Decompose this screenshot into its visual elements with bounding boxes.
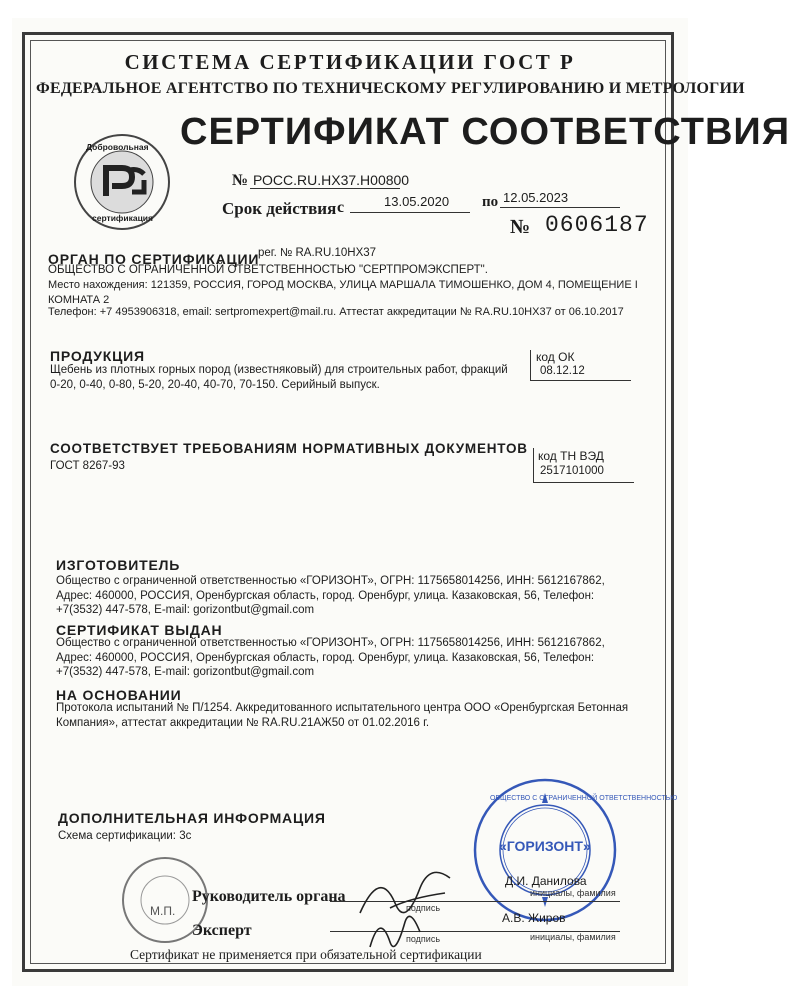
additional-heading: ДОПОЛНИТЕЛЬНАЯ ИНФОРМАЦИЯ: [58, 810, 326, 826]
okpd-code-label: код ОК: [536, 350, 575, 364]
validity-to-underline: [500, 207, 620, 208]
certificate-title: СЕРТИФИКАТ СООТВЕТСТВИЯ: [180, 111, 790, 153]
organ-line-3: КОМНАТА 2: [48, 294, 110, 306]
certification-scheme: Схема сертификации: 3с: [58, 830, 192, 842]
conformity-heading: СООТВЕТСТВУЕТ ТРЕБОВАНИЯМ НОРМАТИВНЫХ ДОКУМЕНТОВ: [50, 441, 528, 456]
validity-to-date: 12.05.2023: [503, 190, 569, 205]
head-name: Д.И. Данилова: [505, 874, 587, 888]
registration-underline: [250, 188, 400, 189]
head-sign-caption: подпись: [406, 903, 441, 913]
organ-line-1: ОБЩЕСТВО С ОГРАНИЧЕННОЙ ОТВЕТСТВЕННОСТЬЮ "СЕРТПРОМЭКСПЕРТ".: [48, 264, 488, 276]
product-heading: ПРОДУКЦИЯ: [50, 348, 145, 364]
logo-bottom-text: сертификация: [92, 213, 153, 223]
system-header: СИСТЕМА СЕРТИФИКАЦИИ ГОСТ Р: [124, 50, 576, 74]
okpd-code: 08.12.12: [540, 365, 585, 377]
validity-from-date: 13.05.2020: [384, 194, 450, 209]
validity-from-label: с: [337, 199, 345, 216]
logo-top-text: Добровольная: [86, 142, 149, 152]
validity-label: Срок действия: [222, 199, 337, 218]
expert-initials-caption: инициалы, фамилия: [530, 932, 616, 942]
agency-header: ФЕДЕРАЛЬНОЕ АГЕНТСТВО ПО ТЕХНИЧЕСКОМУ РЕГУЛИРОВАНИЮ И МЕТРОЛОГИИ: [36, 80, 745, 97]
conformity-standard: ГОСТ 8267-93: [50, 460, 125, 472]
tnved-code: 2517101000: [540, 465, 604, 477]
issued-text: Общество с ограниченной ответственностью «ГОРИЗОНТ», ОГРН: 1175658014256, ИНН: 5612167862, Адрес: 460000, РОССИЯ, Оренбургская область, город. Оренбург, улица. Казаковская, 56, Телефон: +7(3532) 447-578, E-mail: gorizontbut@gmail.com: [56, 637, 605, 678]
issued-heading: СЕРТИФИКАТ ВЫДАН: [56, 622, 223, 638]
serial-number: 0606187: [545, 212, 649, 238]
head-label: Руководитель органа: [192, 888, 346, 905]
head-initials-caption: инициалы, фамилия: [530, 888, 616, 898]
basis-text: Протокола испытаний № П/1254. Аккредитованного испытательного центра ООО «Оренбургская Бетонная Компания», аттестат аккредитации № RA.RU.21АЖ50 от 01.02.2016 г.: [56, 702, 629, 729]
manufacturer-heading: ИЗГОТОВИТЕЛЬ: [56, 557, 181, 573]
organ-line-4: Телефон: +7 4953906318, email: sertpromexpert@mail.ru. Аттестат аккредитации № RA.RU.10HX37 от 06.10.2017: [48, 306, 624, 318]
validity-to-label: по: [482, 194, 499, 210]
expert-sign-caption: подпись: [406, 934, 441, 944]
basis-heading: НА ОСНОВАНИИ: [56, 687, 182, 703]
manufacturer-text: Общество с ограниченной ответственностью «ГОРИЗОНТ», ОГРН: 1175658014256, ИНН: 5612167862, Адрес: 460000, РОССИЯ, Оренбургская область, город. Оренбург, улица. Казаковская, 56, Телефон: +7(3532) 447-578, E-mail: gorizontbut@gmail.com: [56, 575, 605, 616]
stamp-ring-text: ОБЩЕСТВО С ОГРАНИЧЕННОЙ ОТВЕТСТВЕННОСТЬЮ: [490, 795, 678, 802]
stamp-mp: М.П.: [150, 904, 176, 918]
registration-number: РОСС.RU.HX37.H00800: [253, 172, 410, 188]
expert-label: Эксперт: [192, 922, 252, 939]
serial-label: №: [510, 216, 531, 238]
organ-line-2: Место нахождения: 121359, РОССИЯ, ГОРОД МОСКВА, УЛИЦА МАРШАЛА ТИМОШЕНКО, ДОМ 4, ПОМЕЩЕНИЕ I: [48, 279, 638, 291]
stamp-center-text: «ГОРИЗОНТ»: [499, 838, 591, 854]
expert-name: А.В. Жиров: [502, 911, 566, 925]
product-description: Щебень из плотных горных пород (известняковый) для строительных работ, фракций 0-20, 0-40, 0-80, 5-20, 20-40, 40-70, 70-150. Серийный выпуск.: [50, 364, 508, 391]
validity-from-underline: [350, 212, 470, 213]
organ-reg: рег. № RA.RU.10HX37: [258, 247, 377, 259]
footer-note: Сертификат не применяется при обязательной сертификации: [130, 947, 482, 962]
organ-heading: ОРГАН ПО СЕРТИФИКАЦИИ: [48, 251, 260, 267]
tnved-code-label: код ТН ВЭД: [538, 449, 604, 463]
registration-label: №: [232, 172, 249, 189]
